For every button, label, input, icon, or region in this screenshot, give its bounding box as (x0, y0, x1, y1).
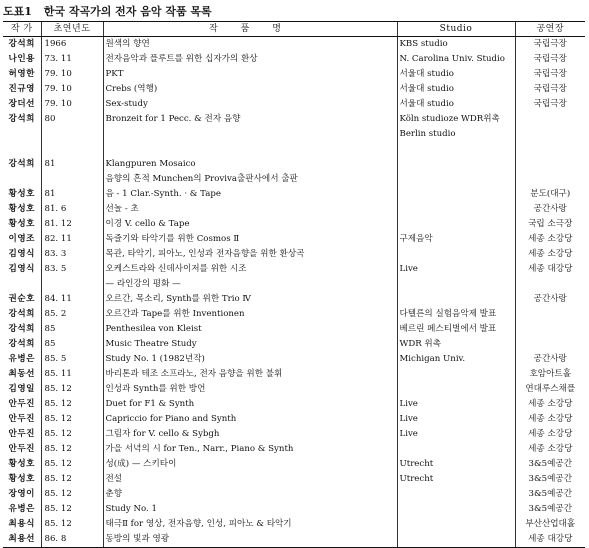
cell-work: 목관, 타악기, 피아노, 인성과 전자음향을 위한 환상곡 (103, 247, 397, 262)
table-row (3, 502, 585, 517)
cell-studio: Utrecht (397, 457, 515, 472)
table-row (3, 532, 585, 548)
cell-year: 79. 10 (41, 82, 103, 97)
cell-venue: 3&5예공간 (515, 472, 585, 487)
cell-work: Klangpuren Mosaico (103, 157, 397, 172)
cell-work: 선놀 - 초 (103, 202, 397, 217)
cell-work: Music Theatre Study (103, 337, 397, 352)
table-body (3, 37, 585, 548)
cell-year: 85. 12 (41, 517, 103, 532)
cell-composer: 이영조 (8, 234, 35, 245)
cell-year: 81 (41, 157, 103, 172)
cell-studio: Michigan Univ. (397, 352, 515, 367)
cell-studio: 구제음악 (397, 232, 515, 247)
cell-year: 85. 12 (41, 502, 103, 517)
cell-year: 82. 11 (41, 232, 103, 247)
cell-composer: 황성호 (8, 474, 35, 485)
table-row (3, 37, 585, 53)
cell-composer: 황성호 (8, 459, 35, 470)
cell-work: 그림자 for V. cello & Sybgh (103, 427, 397, 442)
cell-composer (3, 127, 41, 142)
cell-venue: 세종 대강당 (515, 262, 585, 277)
cell-venue: 국립극장 (515, 52, 585, 67)
cell-composer: 강석희 (8, 309, 35, 320)
cell-work: Study No. 1 (1982년작) (103, 352, 397, 367)
cell-year (41, 277, 103, 292)
cell-work: 인성과 Synth를 위한 방언 (103, 382, 397, 397)
table-row (3, 292, 585, 307)
cell-work: Bronzeit for 1 Pecc. & 전자 음향 (103, 112, 397, 127)
table-row (3, 277, 585, 292)
cell-work: 바리톤과 테조 소프라노, 전자 음향을 위한 불휘 (103, 367, 397, 382)
cell-venue (515, 157, 585, 172)
cell-year: 81 (41, 187, 103, 202)
cell-work: Penthesilea von Kleist (103, 322, 397, 337)
cell-year: 73. 11 (41, 52, 103, 67)
table-row (3, 457, 585, 472)
cell-studio (397, 487, 515, 502)
cell-studio (397, 292, 515, 307)
cell-composer: 안두진 (8, 429, 35, 440)
cell-studio (397, 202, 515, 217)
cell-composer: 강석희 (8, 114, 35, 125)
cell-studio: 다텔른의 실험음악제 발표 (397, 307, 515, 322)
cell-venue: 3&5예공간 (515, 502, 585, 517)
cell-work: 원색의 향연 (103, 37, 397, 53)
cell-year: 83. 3 (41, 247, 103, 262)
cell-composer: 최용식 (8, 519, 35, 530)
cell-composer: 안두진 (8, 444, 35, 455)
table-row (3, 112, 585, 127)
cell-venue: 국립극장 (515, 82, 585, 97)
cell-studio: Live (397, 427, 515, 442)
cell-venue (515, 142, 585, 157)
cell-work: 오케스트라와 신데사이저를 위한 시조 (103, 262, 397, 277)
cell-venue: 3&5예공간 (515, 457, 585, 472)
cell-venue (515, 337, 585, 352)
table-row (3, 67, 585, 82)
cell-composer: 강석희 (8, 324, 35, 335)
table-title-text: 한국 작곡가의 전자 음악 작품 목록 (43, 5, 212, 18)
cell-studio: WDR 위촉 (397, 337, 515, 352)
cell-studio (397, 442, 515, 457)
cell-composer: 강석희 (8, 339, 35, 350)
cell-venue: 호암아트홀 (515, 367, 585, 382)
cell-work: Sex-study (103, 97, 397, 112)
cell-year: 85. 11 (41, 367, 103, 382)
cell-venue (515, 307, 585, 322)
cell-work: — 라인강의 평화 — (103, 277, 397, 292)
cell-venue (515, 112, 585, 127)
cell-year: 85. 12 (41, 457, 103, 472)
cell-year: 85. 2 (41, 307, 103, 322)
cell-studio (397, 502, 515, 517)
cell-work: 오르간과 Tape를 위한 Inventionen (103, 307, 397, 322)
cell-venue: 세종 소강당 (515, 427, 585, 442)
table-row (3, 472, 585, 487)
cell-work (103, 142, 397, 157)
cell-year: 79. 10 (41, 97, 103, 112)
cell-studio (397, 142, 515, 157)
cell-studio (397, 187, 515, 202)
table-row (3, 412, 585, 427)
cell-composer: 장영이 (8, 489, 35, 500)
cell-venue: 세종 소강당 (515, 397, 585, 412)
cell-venue: 공간사랑 (515, 292, 585, 307)
cell-work: Study No. 1 (103, 502, 397, 517)
cell-composer: 유병은 (8, 504, 35, 515)
cell-venue (515, 172, 585, 187)
table-row (3, 397, 585, 412)
cell-year: 81. 6 (41, 202, 103, 217)
cell-year: 85. 12 (41, 382, 103, 397)
cell-studio: Live (397, 397, 515, 412)
cell-year: 80 (41, 112, 103, 127)
cell-work: 이경 V. cello & Tape (103, 217, 397, 232)
cell-year: 1966 (41, 37, 103, 53)
cell-venue (515, 322, 585, 337)
cell-work: Crebs (역행) (103, 82, 397, 97)
cell-year: 85. 12 (41, 427, 103, 442)
cell-composer: 허영한 (8, 69, 35, 80)
cell-studio (397, 382, 515, 397)
cell-year: 83. 5 (41, 262, 103, 277)
cell-year: 81. 12 (41, 217, 103, 232)
cell-composer: 안두진 (8, 399, 35, 410)
cell-studio (397, 277, 515, 292)
table-row (3, 82, 585, 97)
cell-composer: 안두진 (8, 414, 35, 425)
cell-venue (515, 277, 585, 292)
cell-venue: 세종 소강당 (515, 412, 585, 427)
table-row (3, 352, 585, 367)
cell-work: 전자음악과 플루트를 위한 십자가의 환상 (103, 52, 397, 67)
table-row (3, 202, 585, 217)
cell-venue: 국립극장 (515, 37, 585, 53)
cell-year: 84. 11 (41, 292, 103, 307)
cell-studio: 서울대 studio (397, 82, 515, 97)
cell-work: Capriccio for Piano and Synth (103, 412, 397, 427)
cell-studio (397, 532, 515, 548)
table-row (3, 232, 585, 247)
cell-work: 전설 (103, 472, 397, 487)
cell-year: 85 (41, 322, 103, 337)
cell-venue: 국립극장 (515, 67, 585, 82)
cell-work: Duet for F1 & Synth (103, 397, 397, 412)
cell-work: 오르간, 목소리, Synth를 위한 Trio Ⅳ (103, 292, 397, 307)
cell-studio (397, 367, 515, 382)
cell-composer: 최용선 (3, 532, 41, 548)
cell-composer: 나인용 (8, 54, 35, 65)
table-row (3, 337, 585, 352)
col-header-work: 작 품 명 (103, 22, 397, 37)
cell-work: 동방의 빛과 영광 (103, 532, 397, 548)
cell-studio: Berlin studio (397, 127, 515, 142)
cell-venue: 연대루스채플 (515, 382, 585, 397)
cell-composer: 강석희 (8, 39, 35, 50)
cell-venue: 국립 소극장 (515, 217, 585, 232)
cell-year (41, 127, 103, 142)
cell-composer (3, 172, 41, 187)
table-row (3, 382, 585, 397)
cell-composer: 황성호 (8, 189, 35, 200)
table-row (3, 157, 585, 172)
cell-studio: Live (397, 412, 515, 427)
cell-venue: 3&5예공간 (515, 487, 585, 502)
cell-composer: 유병은 (8, 354, 35, 365)
cell-year: 85. 12 (41, 472, 103, 487)
cell-composer: 장더선 (8, 99, 35, 110)
cell-composer (3, 277, 41, 292)
cell-composer: 진규영 (8, 84, 35, 95)
cell-studio (397, 172, 515, 187)
table-row (3, 322, 585, 337)
cell-composer: 권순호 (8, 294, 35, 305)
cell-studio: Köln studioze WDR위촉 (397, 112, 515, 127)
cell-work: 성(成) — 스키타이 (103, 457, 397, 472)
cell-studio: Live (397, 262, 515, 277)
header-row (3, 22, 585, 37)
table-row (3, 487, 585, 502)
table-row (3, 307, 585, 322)
cell-work: PKT (103, 67, 397, 82)
cell-composer: 김영식 (8, 264, 35, 275)
table-row (3, 172, 585, 187)
table-row (3, 52, 585, 67)
col-header-venue: 공연장 (515, 22, 585, 37)
cell-studio (397, 157, 515, 172)
cell-studio: 서울대 studio (397, 67, 515, 82)
cell-composer: 김영식 (8, 249, 35, 260)
col-header-studio: Studio (397, 22, 515, 37)
cell-venue: 세종 대강당 (515, 532, 585, 548)
cell-studio: 베르린 페스티벌에서 발표 (397, 322, 515, 337)
cell-year: 85. 12 (41, 442, 103, 457)
cell-venue: 부산산업대홀 (515, 517, 585, 532)
table-row (3, 442, 585, 457)
cell-work (103, 127, 397, 142)
cell-work: 태극Ⅱ for 영상, 전자음향, 인성, 피아노 & 타악기 (103, 517, 397, 532)
cell-venue: 공간사랑 (515, 202, 585, 217)
cell-year: 85. 12 (41, 397, 103, 412)
cell-composer: 강석희 (8, 159, 35, 170)
cell-year: 85 (41, 337, 103, 352)
cell-work: 독즐기와 타악기를 위한 Cosmos Ⅱ (103, 232, 397, 247)
table-row (3, 247, 585, 262)
cell-venue: 국립극장 (515, 97, 585, 112)
table-row (3, 217, 585, 232)
cell-year: 85. 12 (41, 412, 103, 427)
cell-year: 79. 10 (41, 67, 103, 82)
cell-work: 춘향 (103, 487, 397, 502)
table-row (3, 97, 585, 112)
col-header-year: 초연년도 (41, 22, 103, 37)
cell-venue: 공간사랑 (515, 352, 585, 367)
table-row (3, 142, 585, 157)
cell-year: 86. 8 (41, 532, 103, 548)
cell-year (41, 142, 103, 157)
cell-studio (397, 247, 515, 262)
cell-studio: 서울대 studio (397, 97, 515, 112)
cell-year (41, 172, 103, 187)
table-row (3, 262, 585, 277)
col-header-composer: 작 가 (3, 22, 41, 37)
cell-composer (3, 142, 41, 157)
cell-venue (515, 127, 585, 142)
table-row (3, 187, 585, 202)
table-row (3, 127, 585, 142)
cell-studio (397, 217, 515, 232)
cell-studio: N. Carolina Univ. Studio (397, 52, 515, 67)
cell-composer: 황성호 (8, 204, 35, 215)
table-row (3, 367, 585, 382)
cell-work: 가을 서녁의 시 for Ten., Narr., Piano & Synth (103, 442, 397, 457)
cell-year: 85. 12 (41, 487, 103, 502)
table-row (3, 427, 585, 442)
cell-studio: KBS studio (397, 37, 515, 53)
cell-work: 음향의 흔적 Munchen의 Proviva출판사에서 출판 (103, 172, 397, 187)
cell-venue: 세종 소강당 (515, 232, 585, 247)
cell-composer: 황성호 (8, 219, 35, 230)
cell-venue: 분도(대구) (515, 187, 585, 202)
cell-year: 85. 5 (41, 352, 103, 367)
cell-studio: Utrecht (397, 472, 515, 487)
cell-composer: 김영일 (8, 384, 35, 395)
cell-work: 음 - 1 Clar.-Synth. · & Tape (103, 187, 397, 202)
cell-venue: 세종 소강당 (515, 442, 585, 457)
works-table (3, 21, 585, 548)
cell-venue: 세종 소강당 (515, 247, 585, 262)
document-page (3, 0, 585, 545)
table-title (3, 3, 212, 19)
table-label: 도표1 (3, 5, 32, 18)
cell-composer: 최동선 (8, 369, 35, 380)
